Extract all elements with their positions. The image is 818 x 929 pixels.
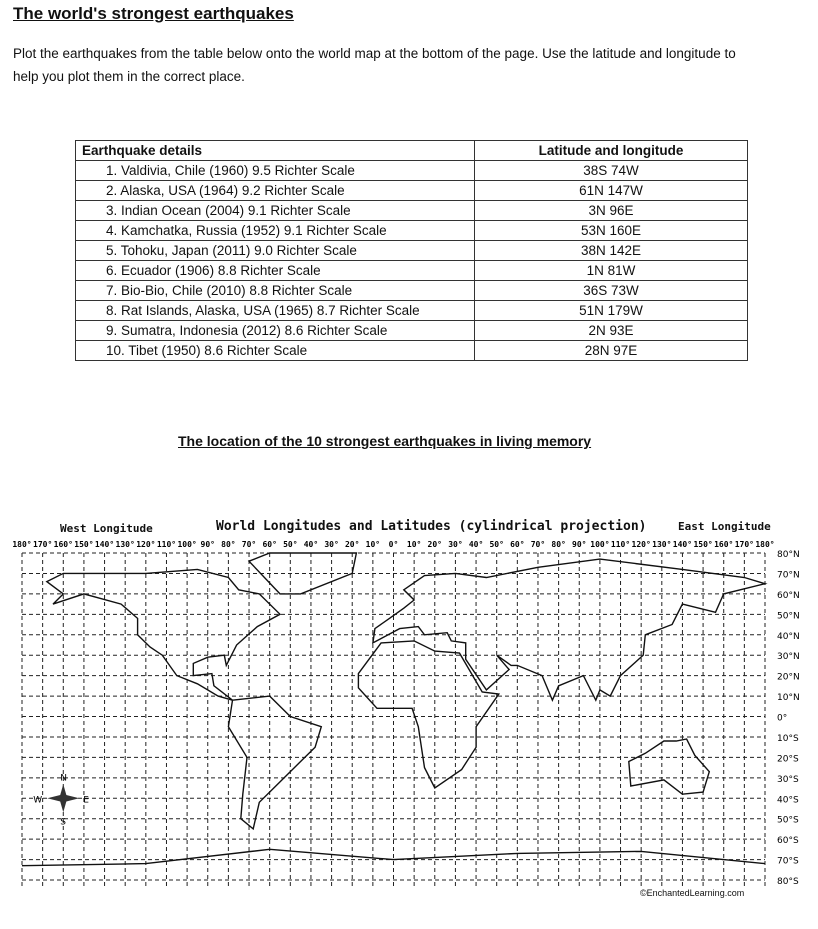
earthquake-detail: 2. Alaska, USA (1964) 9.2 Richter Scale (76, 181, 475, 201)
longitude-label: 50° (283, 540, 298, 549)
longitude-label: 30° (324, 540, 339, 549)
latitude-label: 40°S (777, 795, 799, 806)
earthquake-coord: 36S 73W (475, 281, 748, 301)
longitude-label: 40° (468, 540, 484, 549)
compass-rose-icon (47, 794, 79, 802)
table-row (76, 221, 748, 241)
longitude-label: 40° (303, 540, 319, 549)
table-row (76, 241, 748, 261)
earthquake-detail: 3. Indian Ocean (2004) 9.1 Richter Scale (76, 201, 475, 221)
longitude-label: 100° (177, 540, 197, 549)
latitude-label: 60°N (777, 590, 800, 601)
latitude-label: 50°S (777, 815, 799, 826)
earthquake-coord: 1N 81W (475, 261, 748, 281)
table-row (76, 261, 748, 281)
longitude-label: 170° (734, 540, 754, 549)
map-section-title: The location of the 10 strongest earthquakes in living memory (178, 433, 592, 449)
latitude-label: 80°S (777, 877, 799, 887)
longitude-label: 70° (241, 540, 257, 549)
map-heading: World Longitudes and Latitudes (cylindrical projection) (216, 519, 647, 534)
table-row (76, 161, 748, 181)
longitude-label: 150° (74, 540, 94, 549)
latitude-label: 60°S (777, 836, 799, 847)
compass-e: E (83, 795, 89, 806)
table-row (76, 341, 748, 361)
longitude-label: 20° (427, 540, 443, 549)
instructions: Plot the earthquakes from the table below onto the world map at the bottom of the page. Use the latitude and longitude to help you plot them in the correct place. (13, 46, 736, 84)
longitude-label: 90° (200, 540, 215, 549)
table-row (76, 281, 748, 301)
longitude-label: 100° (590, 540, 610, 549)
longitude-label: 20° (344, 540, 360, 549)
longitude-label: 180° (755, 540, 775, 549)
longitude-label: 10° (406, 540, 422, 549)
earthquake-coord: 2N 93E (475, 321, 748, 341)
earthquake-detail: 7. Bio-Bio, Chile (2010) 8.8 Richter Scale (76, 281, 475, 301)
earthquake-coord: 38N 142E (475, 241, 748, 261)
longitude-label: 150° (693, 540, 713, 549)
longitude-label: 180° (12, 540, 32, 549)
table-row (76, 181, 748, 201)
latitude-label: 0° (777, 713, 788, 724)
earthquake-detail: 10. Tibet (1950) 8.6 Richter Scale (76, 341, 475, 361)
longitude-label: 50° (489, 540, 504, 549)
earthquake-coord: 53N 160E (475, 221, 748, 241)
compass-s: S (60, 817, 66, 828)
latitude-label: 80°N (777, 550, 800, 560)
earthquake-coord: 28N 97E (475, 341, 748, 361)
east-longitude-label: East Longitude (678, 520, 771, 533)
latitude-label: 20°S (777, 754, 799, 765)
latitude-label: 10°S (777, 733, 799, 744)
earthquake-coord: 51N 179W (475, 301, 748, 321)
latitude-label: 70°S (777, 856, 799, 867)
longitude-label: 170° (33, 540, 53, 549)
header-details: Earthquake details (76, 141, 475, 161)
longitude-label: 80° (221, 540, 236, 549)
west-longitude-label: West Longitude (60, 522, 153, 535)
latitude-label: 20°N (777, 672, 800, 683)
longitude-label: 130° (652, 540, 672, 549)
latitude-label: 40°N (777, 631, 800, 642)
header-coords: Latitude and longitude (475, 141, 748, 161)
longitude-label: 120° (136, 540, 156, 549)
latitude-label: 30°S (777, 774, 799, 785)
continent-africa (358, 641, 498, 788)
continent-europe-asia (373, 559, 765, 700)
longitude-label: 30° (448, 540, 463, 549)
longitude-label: 110° (610, 540, 631, 549)
earthquake-detail: 4. Kamchatka, Russia (1952) 9.1 Richter Scale (76, 221, 475, 241)
longitude-label: 140° (94, 540, 115, 549)
earthquake-detail: 5. Tohoku, Japan (2011) 9.0 Richter Scale (76, 241, 475, 261)
table-row (76, 321, 748, 341)
longitude-label: 120° (631, 540, 651, 549)
earthquake-coord: 61N 147W (475, 181, 748, 201)
world-map[interactable] (0, 530, 818, 910)
longitude-label: 0° (388, 540, 399, 549)
longitude-label: 140° (672, 540, 693, 549)
longitude-label: 80° (551, 540, 566, 549)
longitude-label: 160° (714, 540, 734, 549)
latitude-label: 10°N (777, 693, 800, 704)
longitude-label: 10° (365, 540, 381, 549)
earthquake-detail: 9. Sumatra, Indonesia (2012) 8.6 Richter Scale (76, 321, 475, 341)
latitude-label: 50°N (777, 611, 800, 622)
earthquake-coord: 38S 74W (475, 161, 748, 181)
longitude-label: 160° (53, 540, 73, 549)
latitude-label: 70°N (777, 570, 800, 581)
longitude-label: 60° (262, 540, 277, 549)
compass-w: W (33, 795, 43, 806)
table-row (76, 301, 748, 321)
earthquake-detail: 8. Rat Islands, Alaska, USA (1965) 8.7 Richter Scale (76, 301, 475, 321)
table-row (76, 201, 748, 221)
longitude-label: 60° (510, 540, 525, 549)
credit: ©EnchantedLearning.com (640, 888, 745, 898)
earthquake-detail: 6. Ecuador (1906) 8.8 Richter Scale (76, 261, 475, 281)
longitude-label: 90° (572, 540, 587, 549)
earthquake-coord: 3N 96E (475, 201, 748, 221)
page-title: The world's strongest earthquakes (13, 4, 294, 23)
earthquake-detail: 1. Valdivia, Chile (1960) 9.5 Richter Scale (76, 161, 475, 181)
compass-n: N (60, 773, 68, 784)
longitude-label: 130° (115, 540, 135, 549)
longitude-label: 70° (530, 540, 546, 549)
earthquake-table (75, 140, 748, 361)
latitude-label: 30°N (777, 652, 800, 663)
longitude-label: 110° (156, 540, 177, 549)
